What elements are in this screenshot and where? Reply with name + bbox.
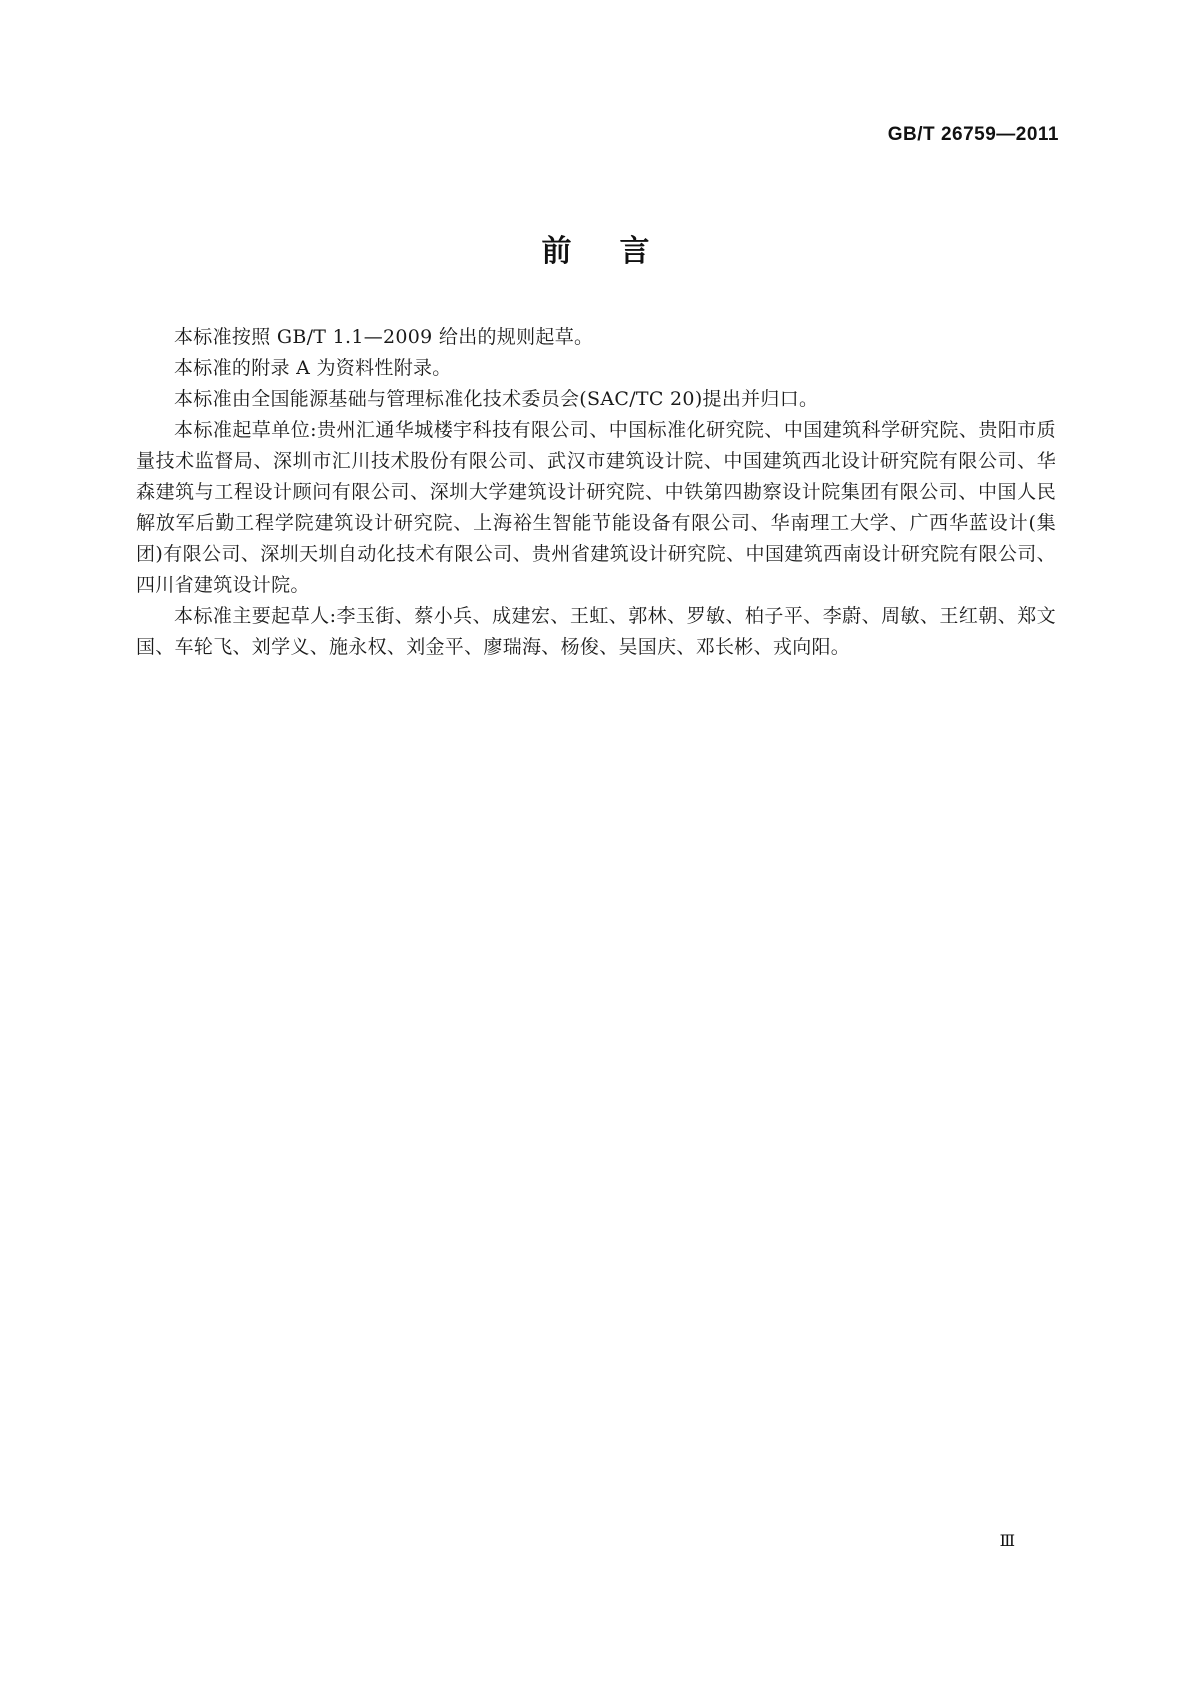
- page-number: Ⅲ: [999, 1531, 1015, 1550]
- paragraph-appendix: 本标准的附录 A 为资料性附录。: [174, 357, 452, 379]
- paragraph-drafters: 本标准主要起草人:李玉街、蔡小兵、成建宏、王虹、郭林、罗敏、柏子平、李蔚、周敏、王红朝、郑文国、车轮飞、刘学义、施永权、刘金平、廖瑞海、杨俊、吴国庆、邓长彬、戎向阳。: [136, 605, 1056, 658]
- standard-code: GB/T 26759—2011: [887, 124, 1059, 145]
- paragraph-drafting-units: 本标准起草单位:贵州汇通华城楼宇科技有限公司、中国标准化研究院、中国建筑科学研究院、贵阳市质量技术监督局、深圳市汇川技术股份有限公司、武汉市建筑设计院、中国建筑西北设计研究院有限公司、华森建筑与工程设计顾问有限公司、深圳大学建筑设计研究院、中铁第四勘察设计院集团有限公司、中国人民解放军后勤工程学院建筑设计研究院、上海裕生智能节能设备有限公司、华南理工大学、广西华蓝设计(集团)有限公司、深圳天圳自动化技术有限公司、贵州省建筑设计研究院、中国建筑西南设计研究院有限公司、四川省建筑设计院。: [136, 419, 1056, 596]
- paragraph-drafting-rules: 本标准按照 GB/T 1.1—2009 给出的规则起草。: [174, 326, 594, 348]
- paragraph-proposer: 本标准由全国能源基础与管理标准化技术委员会(SAC/TC 20)提出并归口。: [174, 388, 819, 410]
- page-title: 前言: [541, 234, 698, 269]
- foreword-body: [136, 322, 1056, 663]
